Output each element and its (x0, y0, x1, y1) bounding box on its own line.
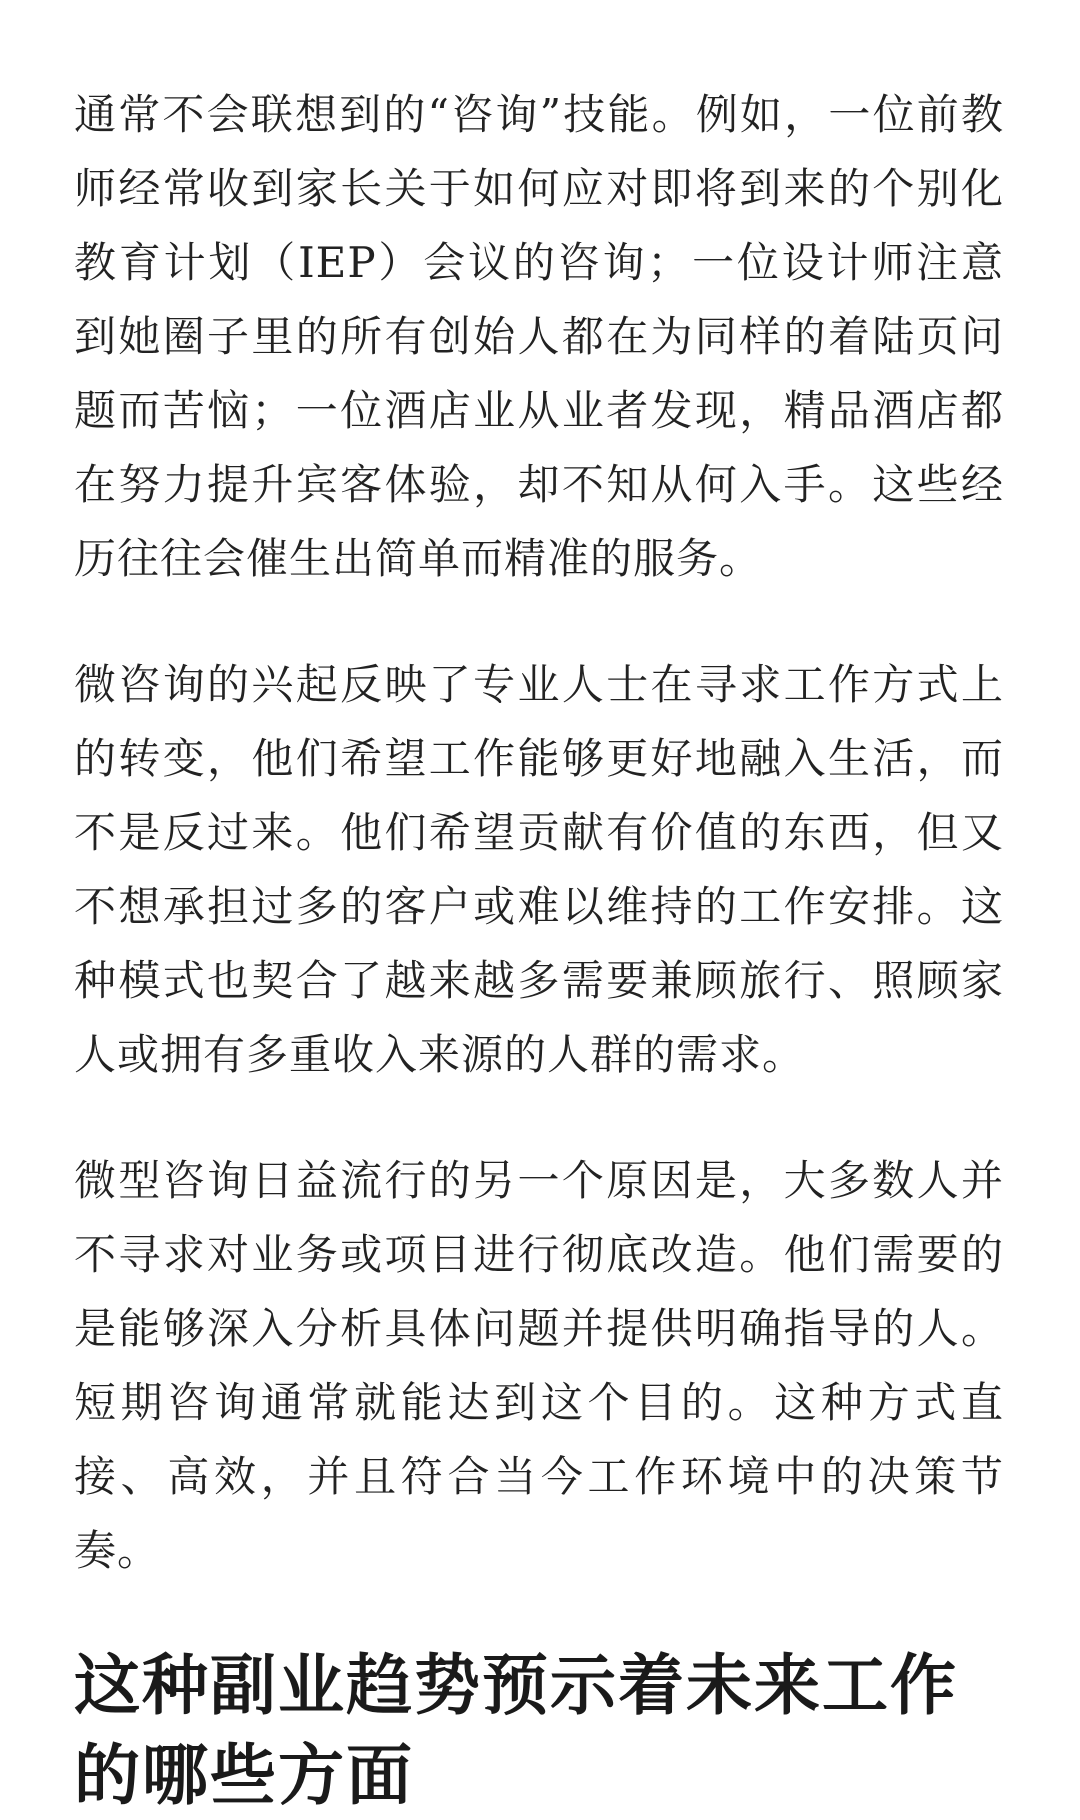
paragraph-2: 微咨询的兴起反映了专业人士在寻求工作方式上的转变，他们希望工作能够更好地融入生活，而不是反过来。他们希望贡献有价值的东西，但又不想承担过多的客户或难以维持的工作安排。这种模式也契合了越来越多需要兼顾旅行、照顾家人或拥有多重收入来源的人群的需求。 (74, 660, 1004, 1079)
paragraph-3: 微型咨询日益流行的另一个原因是，大多数人并不寻求对业务或项目进行彻底改造。他们需要的是能够深入分析具体问题并提供明确指导的人。短期咨询通常就能达到这个目的。这种方式直接、高效，并且符合当今工作环境中的决策节奏。 (74, 1156, 1004, 1575)
paragraph-1: 通常不会联想到的“咨询”技能。例如，一位前教师经常收到家长关于如何应对即将到来的个别化教育计划（IEP）会议的咨询；一位设计师注意到她圈子里的所有创始人都在为同样的着陆页问题而苦恼；一位酒店业从业者发现，精品酒店都在努力提升宾客体验，却不知从何入手。这些经历往往会催生出简单而精准的服务。 (74, 90, 1004, 583)
article-body (74, 78, 1004, 1820)
section-heading: 这种副业趋势预示着未来工作的哪些方面 (74, 1646, 958, 1814)
